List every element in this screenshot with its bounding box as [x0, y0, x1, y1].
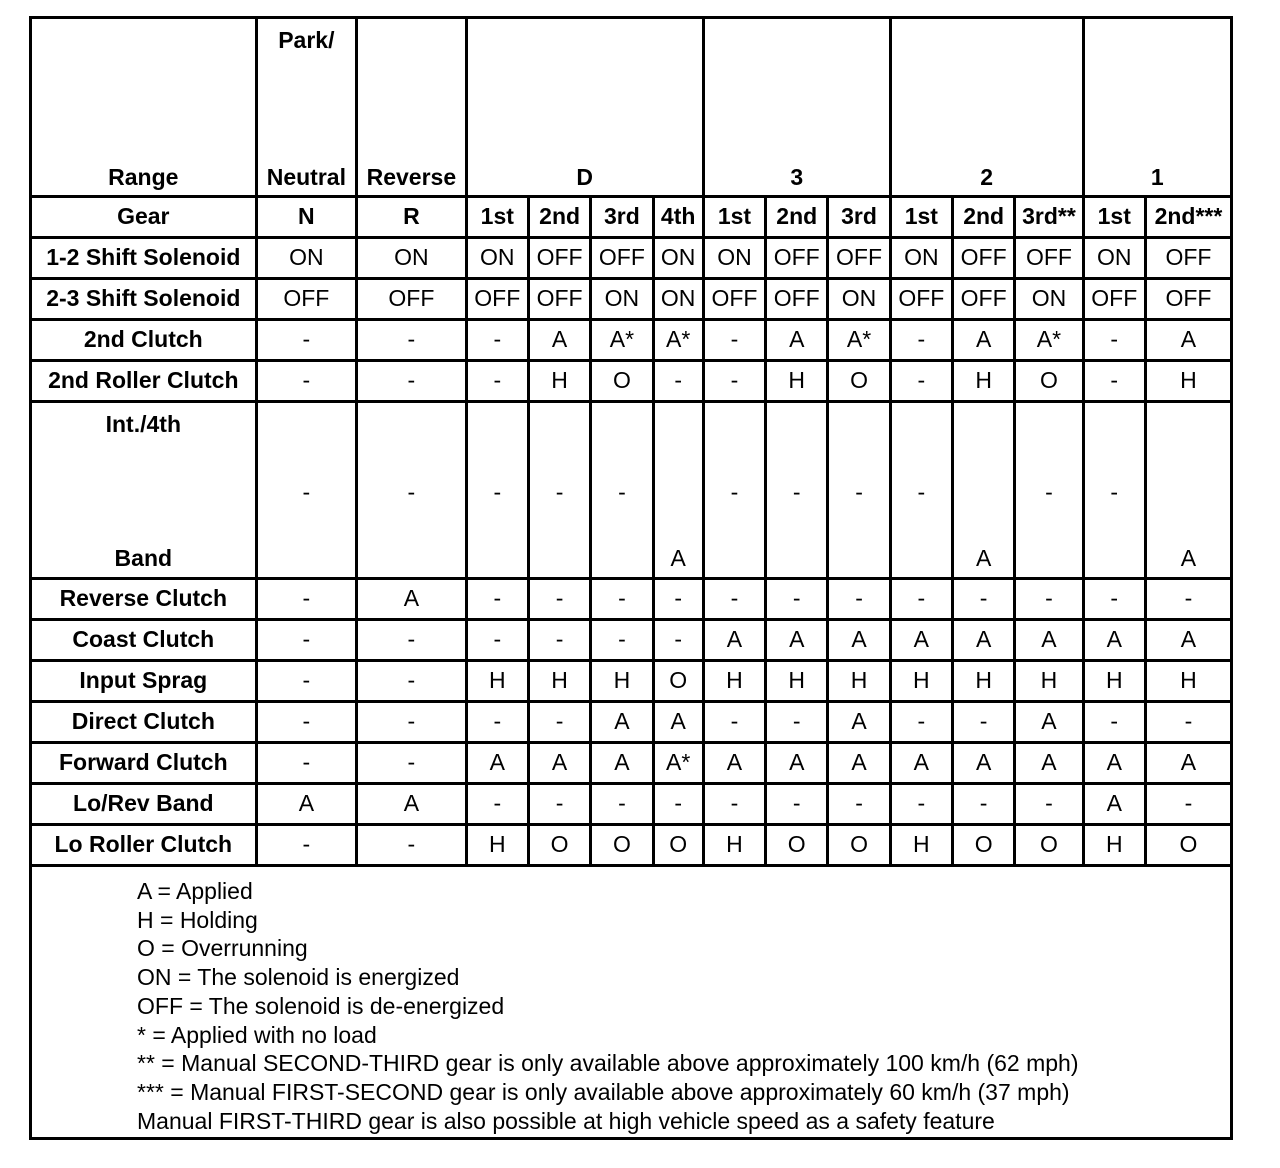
cell: A [766, 619, 828, 660]
cell: O [1015, 824, 1083, 865]
cell: A [952, 619, 1014, 660]
legend-line: *** = Manual FIRST-SECOND gear is only available above approximately 60 km/h (37 mph) [137, 1078, 1070, 1105]
cell: O [591, 360, 653, 401]
row-input-sprag [32, 660, 1230, 701]
cell: OFF [591, 237, 653, 278]
cell: - [256, 360, 357, 401]
row-lo-roller-clutch [32, 824, 1230, 865]
cell: H [1145, 360, 1230, 401]
cell: H [1015, 660, 1083, 701]
range-3-header: 3 [703, 19, 890, 196]
range-d-header: D [466, 19, 703, 196]
row-reverse-clutch [32, 578, 1230, 619]
band-bottom-value: A [670, 544, 686, 571]
cell: OFF [703, 278, 765, 319]
cell: - [528, 783, 590, 824]
band-mid-value: - [855, 478, 863, 505]
cell: A [766, 742, 828, 783]
cell: A [591, 701, 653, 742]
cell: A [1015, 742, 1083, 783]
cell: - [466, 701, 528, 742]
legend-line: O = Overrunning [137, 935, 308, 962]
row-int-4th-band [32, 401, 1230, 578]
cell: OFF [357, 278, 467, 319]
row-label: Gear [32, 196, 256, 237]
cell: - [1145, 783, 1230, 824]
cell: A [828, 619, 890, 660]
cell: - [1083, 578, 1145, 619]
cell: O [766, 824, 828, 865]
cell: H [591, 660, 653, 701]
cell: - [256, 824, 357, 865]
cell: H [703, 660, 765, 701]
cell: - [466, 619, 528, 660]
row-label: 2nd Roller Clutch [32, 360, 256, 401]
cell: OFF [528, 237, 590, 278]
cell: A [890, 742, 952, 783]
cell: OFF [952, 237, 1014, 278]
band-mid-value: - [555, 478, 564, 505]
cell: - [256, 319, 357, 360]
cell: 2nd*** [1145, 196, 1230, 237]
cell: A [653, 701, 703, 742]
cell: - [952, 701, 1014, 742]
park-label: Park/ [278, 27, 335, 53]
cell: A [528, 319, 590, 360]
cell: - [828, 578, 890, 619]
cell: A [890, 619, 952, 660]
cell: - [466, 578, 528, 619]
neutral-label: Neutral [266, 163, 346, 190]
cell: - [528, 578, 590, 619]
shift-chart [29, 16, 1233, 1140]
cell: 2nd [952, 196, 1014, 237]
row-label: Reverse Clutch [32, 578, 256, 619]
cell: 1st [703, 196, 765, 237]
reverse-header: Reverse [357, 19, 467, 196]
cell: ON [890, 237, 952, 278]
cell [528, 401, 590, 578]
legend-line: OFF = The solenoid is de-energized [137, 992, 505, 1019]
cell [1145, 401, 1230, 578]
cell: A* [591, 319, 653, 360]
cell: A [357, 783, 467, 824]
band-mid-value: - [618, 478, 626, 505]
row-forward-clutch [32, 742, 1230, 783]
cell [952, 401, 1014, 578]
cell: - [890, 319, 952, 360]
cell: - [466, 319, 528, 360]
band-mid-value: - [407, 478, 416, 505]
row-label: Lo Roller Clutch [32, 824, 256, 865]
cell: - [952, 578, 1014, 619]
cell: - [703, 701, 765, 742]
cell: ON [357, 237, 467, 278]
cell: ON [703, 237, 765, 278]
cell: O [828, 824, 890, 865]
cell: - [766, 578, 828, 619]
row-label: Direct Clutch [32, 701, 256, 742]
cell: - [703, 578, 765, 619]
cell: O [528, 824, 590, 865]
cell: - [653, 619, 703, 660]
cell: A [952, 742, 1014, 783]
cell: H [890, 660, 952, 701]
cell: H [466, 824, 528, 865]
cell [466, 401, 528, 578]
cell: ON [653, 237, 703, 278]
cell [828, 401, 890, 578]
cell [256, 401, 357, 578]
cell: - [653, 578, 703, 619]
park-neutral-header [256, 19, 357, 196]
cell: - [1015, 783, 1083, 824]
cell: - [357, 742, 467, 783]
cell: A [1015, 701, 1083, 742]
cell: H [952, 360, 1014, 401]
cell [1015, 401, 1083, 578]
cell: H [703, 824, 765, 865]
cell: A* [653, 319, 703, 360]
legend-line: * = Applied with no load [137, 1021, 377, 1048]
cell: OFF [256, 278, 357, 319]
band-label-bottom: Band [114, 544, 173, 571]
row-2nd-roller-clutch [32, 360, 1230, 401]
cell: A [1015, 619, 1083, 660]
cell: - [766, 701, 828, 742]
cell [766, 401, 828, 578]
cell: R [357, 196, 467, 237]
row-label: 1-2 Shift Solenoid [32, 237, 256, 278]
row-label [32, 401, 256, 578]
cell [703, 401, 765, 578]
shift-table [32, 19, 1230, 867]
legend-line: H = Holding [137, 906, 258, 933]
cell: A [256, 783, 357, 824]
cell: 1st [890, 196, 952, 237]
legend-line: Manual FIRST-THIRD gear is also possible at high vehicle speed as a safety feature [137, 1107, 995, 1134]
gear-row [32, 196, 1230, 237]
legend-line: ON = The solenoid is energized [137, 964, 460, 991]
cell: - [890, 783, 952, 824]
cell: - [890, 701, 952, 742]
cell: - [703, 360, 765, 401]
cell: - [890, 578, 952, 619]
cell: O [653, 660, 703, 701]
cell: A* [828, 319, 890, 360]
cell: - [591, 578, 653, 619]
band-bottom-value: A [975, 544, 992, 571]
cell: - [528, 701, 590, 742]
cell: A* [1015, 319, 1083, 360]
cell: A [466, 742, 528, 783]
cell [591, 401, 653, 578]
cell: O [952, 824, 1014, 865]
cell: ON [1015, 278, 1083, 319]
cell: ON [653, 278, 703, 319]
cell [890, 401, 952, 578]
range-2-header: 2 [890, 19, 1083, 196]
cell: 3rd [591, 196, 653, 237]
cell: OFF [766, 278, 828, 319]
cell: - [653, 783, 703, 824]
cell: OFF [528, 278, 590, 319]
cell: O [653, 824, 703, 865]
cell: H [828, 660, 890, 701]
cell: 1st [466, 196, 528, 237]
cell: A [703, 619, 765, 660]
cell: O [1015, 360, 1083, 401]
cell: 2nd [766, 196, 828, 237]
cell: A [591, 742, 653, 783]
cell: A [528, 742, 590, 783]
cell: A [1083, 742, 1145, 783]
cell: A [1083, 619, 1145, 660]
cell: A [1145, 742, 1230, 783]
cell: OFF [1145, 237, 1230, 278]
cell: 4th [653, 196, 703, 237]
row-lo-rev-band [32, 783, 1230, 824]
cell: - [357, 660, 467, 701]
row-2nd-clutch [32, 319, 1230, 360]
band-label-top: Int./4th [105, 410, 181, 437]
row-label: 2-3 Shift Solenoid [32, 278, 256, 319]
cell: - [653, 360, 703, 401]
cell: - [256, 660, 357, 701]
legend-line: ** = Manual SECOND-THIRD gear is only available above approximately 100 km/h (62 mph) [137, 1050, 1079, 1077]
cell: ON [591, 278, 653, 319]
cell: - [1083, 360, 1145, 401]
row-label: Input Sprag [32, 660, 256, 701]
cell: H [466, 660, 528, 701]
cell: - [703, 783, 765, 824]
cell: OFF [890, 278, 952, 319]
cell: H [1083, 824, 1145, 865]
cell: H [1145, 660, 1230, 701]
cell: A [828, 742, 890, 783]
row-2-3-shift-solenoid [32, 278, 1230, 319]
cell: OFF [952, 278, 1014, 319]
cell: - [256, 701, 357, 742]
cell: A [1145, 619, 1230, 660]
band-mid-value: - [730, 478, 739, 505]
band-mid-value: - [493, 478, 502, 505]
cell: A [357, 578, 467, 619]
cell: H [766, 660, 828, 701]
cell: H [528, 660, 590, 701]
cell: OFF [466, 278, 528, 319]
cell: A [1145, 319, 1230, 360]
cell: - [357, 360, 467, 401]
row-1-2-shift-solenoid [32, 237, 1230, 278]
cell: A [1083, 783, 1145, 824]
cell: H [766, 360, 828, 401]
cell: 1st [1083, 196, 1145, 237]
cell: A* [653, 742, 703, 783]
cell: ON [466, 237, 528, 278]
cell: OFF [1015, 237, 1083, 278]
cell: - [1083, 319, 1145, 360]
cell: - [357, 824, 467, 865]
cell: OFF [1083, 278, 1145, 319]
row-label: Lo/Rev Band [32, 783, 256, 824]
band-bottom-value: A [1180, 544, 1197, 571]
cell: - [466, 783, 528, 824]
legend [137, 877, 1079, 1135]
band-mid-value: - [917, 478, 926, 505]
cell: N [256, 196, 357, 237]
cell: - [1083, 701, 1145, 742]
cell: 3rd [828, 196, 890, 237]
cell: - [1145, 578, 1230, 619]
cell: - [357, 319, 467, 360]
cell: H [890, 824, 952, 865]
band-mid-value: - [1045, 478, 1053, 505]
cell: H [1083, 660, 1145, 701]
cell: O [591, 824, 653, 865]
cell: 3rd** [1015, 196, 1083, 237]
cell: - [591, 783, 653, 824]
cell: O [1145, 824, 1230, 865]
cell: A [703, 742, 765, 783]
cell [1083, 401, 1145, 578]
cell: ON [256, 237, 357, 278]
cell: H [528, 360, 590, 401]
range-1-header: 1 [1083, 19, 1230, 196]
cell: A [952, 319, 1014, 360]
cell: ON [828, 278, 890, 319]
cell: - [828, 783, 890, 824]
header-row [32, 19, 1230, 196]
cell: - [952, 783, 1014, 824]
cell: - [357, 701, 467, 742]
cell: - [890, 360, 952, 401]
row-label: 2nd Clutch [32, 319, 256, 360]
cell: OFF [766, 237, 828, 278]
cell: - [357, 619, 467, 660]
cell: - [256, 578, 357, 619]
cell: O [828, 360, 890, 401]
cell: - [1145, 701, 1230, 742]
cell: - [1015, 578, 1083, 619]
cell: A [828, 701, 890, 742]
cell: - [591, 619, 653, 660]
cell: 2nd [528, 196, 590, 237]
range-label: Range [32, 19, 256, 196]
cell: - [466, 360, 528, 401]
cell: H [952, 660, 1014, 701]
cell [653, 401, 703, 578]
legend-line: A = Applied [137, 878, 253, 904]
cell: - [256, 619, 357, 660]
row-direct-clutch [32, 701, 1230, 742]
band-mid-value: - [1110, 478, 1119, 505]
band-mid-value: - [792, 478, 801, 505]
cell: ON [1083, 237, 1145, 278]
cell: OFF [828, 237, 890, 278]
cell [357, 401, 467, 578]
row-label: Coast Clutch [32, 619, 256, 660]
band-mid-value: - [302, 478, 311, 505]
cell: - [766, 783, 828, 824]
row-coast-clutch [32, 619, 1230, 660]
cell: A [766, 319, 828, 360]
cell: - [703, 319, 765, 360]
cell: - [528, 619, 590, 660]
row-label: Forward Clutch [32, 742, 256, 783]
cell: OFF [1145, 278, 1230, 319]
cell: - [256, 742, 357, 783]
